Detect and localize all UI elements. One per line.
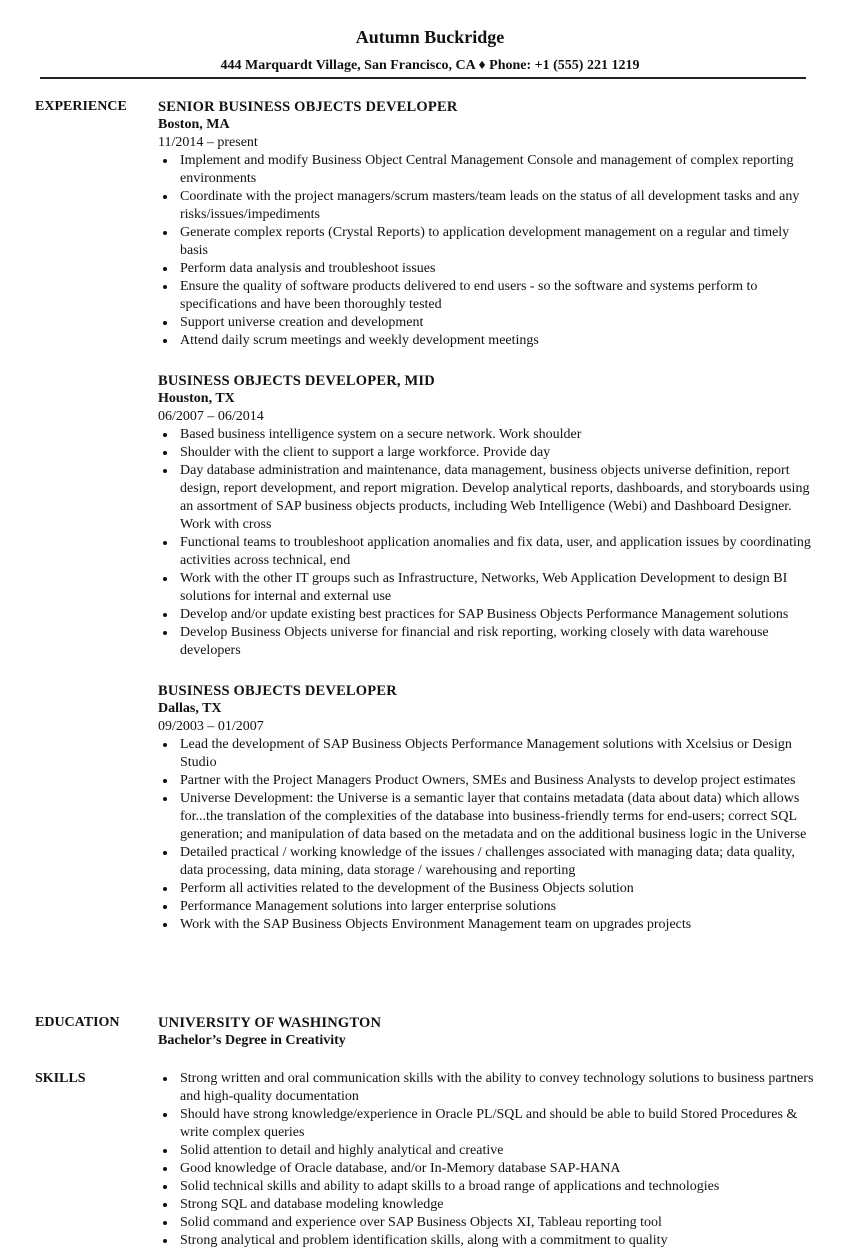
bullet-item: Support universe creation and development	[158, 314, 815, 332]
contact-line: 444 Marquardt Village, San Francisco, CA ♦ Phone: +1 (555) 221 1219	[220, 58, 640, 73]
education-body	[158, 1014, 815, 1050]
bullet-item: Perform all activities related to the development of the Business Objects solution	[158, 880, 815, 898]
skill-item: Strong analytical and problem identification skills, along with a commitment to quality	[158, 1232, 815, 1250]
bullet-item: Generate complex reports (Crystal Reports) to application development management on a regular and timely basis	[158, 224, 815, 260]
job-title: BUSINESS OBJECTS DEVELOPER	[158, 683, 397, 699]
bullet-item: Universe Development: the Universe is a semantic layer that contains metadata (data about data) which allows for...the translation of the complexities of the database into business-friendly terms for end-users; correct SQL generation; and manipulation of data based on the metadata and on the additional business logic in the Universe	[158, 790, 815, 844]
candidate-name: Autumn Buckridge	[355, 27, 505, 47]
bullet-item: Work with the other IT groups such as Infrastructure, Networks, Web Application Development to design BI solutions for internal and external use	[158, 570, 815, 606]
section-label-experience: EXPERIENCE	[35, 99, 127, 114]
experience-section	[35, 98, 815, 956]
experience-jobs	[158, 98, 815, 934]
skill-item: Strong written and oral communication skills with the ability to convey technology solutions to business partners and high-quality documentation	[158, 1070, 815, 1106]
skill-item: Strong SQL and database modeling knowledge	[158, 1196, 815, 1214]
bullet-item: Functional teams to troubleshoot application anomalies and fix data, user, and application issues by coordinating activities across technical, end	[158, 534, 815, 570]
job-bullets	[158, 736, 815, 934]
skill-item: Solid attention to detail and highly analytical and creative	[158, 1142, 815, 1160]
job-title: BUSINESS OBJECTS DEVELOPER, MID	[158, 373, 435, 389]
job-location: Boston, MA	[158, 117, 230, 132]
bullet-item: Develop and/or update existing best practices for SAP Business Objects Performance Management solutions	[158, 606, 815, 624]
skills-bullets	[158, 1070, 815, 1250]
education-section	[35, 1014, 815, 1050]
header-divider	[40, 77, 806, 79]
skills-body	[158, 1070, 815, 1250]
bullet-item: Work with the SAP Business Objects Environment Management team on upgrades projects	[158, 916, 815, 934]
job-entry	[158, 372, 815, 660]
bullet-item: Performance Management solutions into larger enterprise solutions	[158, 898, 815, 916]
bullet-item: Lead the development of SAP Business Objects Performance Management solutions with Xcelsius or Design Studio	[158, 736, 815, 772]
job-dates: 09/2003 – 01/2007	[158, 719, 264, 734]
bullet-item: Detailed practical / working knowledge of the issues / challenges associated with managing data; data quality, data processing, data mining, data storage / warehousing and reporting	[158, 844, 815, 880]
job-entry	[158, 682, 815, 934]
job-bullets	[158, 426, 815, 660]
job-dates: 11/2014 – present	[158, 135, 258, 150]
skill-item: Good knowledge of Oracle database, and/or In-Memory database SAP-HANA	[158, 1160, 815, 1178]
section-label-education: EDUCATION	[35, 1015, 120, 1030]
skill-item: Solid technical skills and ability to adapt skills to a broad range of applications and technologies	[158, 1178, 815, 1196]
degree: Bachelor’s Degree in Creativity	[158, 1033, 346, 1048]
bullet-item: Day database administration and maintenance, data management, business objects universe definition, report design, report development, and report migration. Develop analytical reports, dashboards, and storyboards using an assortment of SAP business objects products, including Web Intelligence (Webi) and Dashboard Designer. Work with cross	[158, 462, 815, 534]
bullet-item: Partner with the Project Managers Product Owners, SMEs and Business Analysts to develop project estimates	[158, 772, 815, 790]
skills-section	[35, 1070, 815, 1250]
section-label-skills: SKILLS	[35, 1071, 86, 1086]
bullet-item: Implement and modify Business Object Central Management Console and management of complex reporting environments	[158, 152, 815, 188]
skill-item: Solid command and experience over SAP Business Objects XI, Tableau reporting tool	[158, 1214, 815, 1232]
bullet-item: Perform data analysis and troubleshoot issues	[158, 260, 815, 278]
bullet-item: Develop Business Objects universe for financial and risk reporting, working closely with data warehouse developers	[158, 624, 815, 660]
job-title: SENIOR BUSINESS OBJECTS DEVELOPER	[158, 99, 458, 115]
skill-item: Should have strong knowledge/experience in Oracle PL/SQL and should be able to build Stored Procedures & write complex queries	[158, 1106, 815, 1142]
job-location: Houston, TX	[158, 391, 235, 406]
bullet-item: Shoulder with the client to support a large workforce. Provide day	[158, 444, 815, 462]
school-name: UNIVERSITY OF WASHINGTON	[158, 1015, 382, 1031]
bullet-item: Attend daily scrum meetings and weekly development meetings	[158, 332, 815, 350]
job-location: Dallas, TX	[158, 701, 222, 716]
bullet-item: Coordinate with the project managers/scrum masters/team leads on the status of all development tasks and any risks/issues/impediments	[158, 188, 815, 224]
job-entry	[158, 98, 815, 350]
resume-header	[0, 0, 860, 75]
bullet-item: Ensure the quality of software products delivered to end users - so the software and systems perform to specifications and have been thoroughly tested	[158, 278, 815, 314]
bullet-item: Based business intelligence system on a secure network. Work shoulder	[158, 426, 815, 444]
job-dates: 06/2007 – 06/2014	[158, 409, 264, 424]
job-bullets	[158, 152, 815, 350]
